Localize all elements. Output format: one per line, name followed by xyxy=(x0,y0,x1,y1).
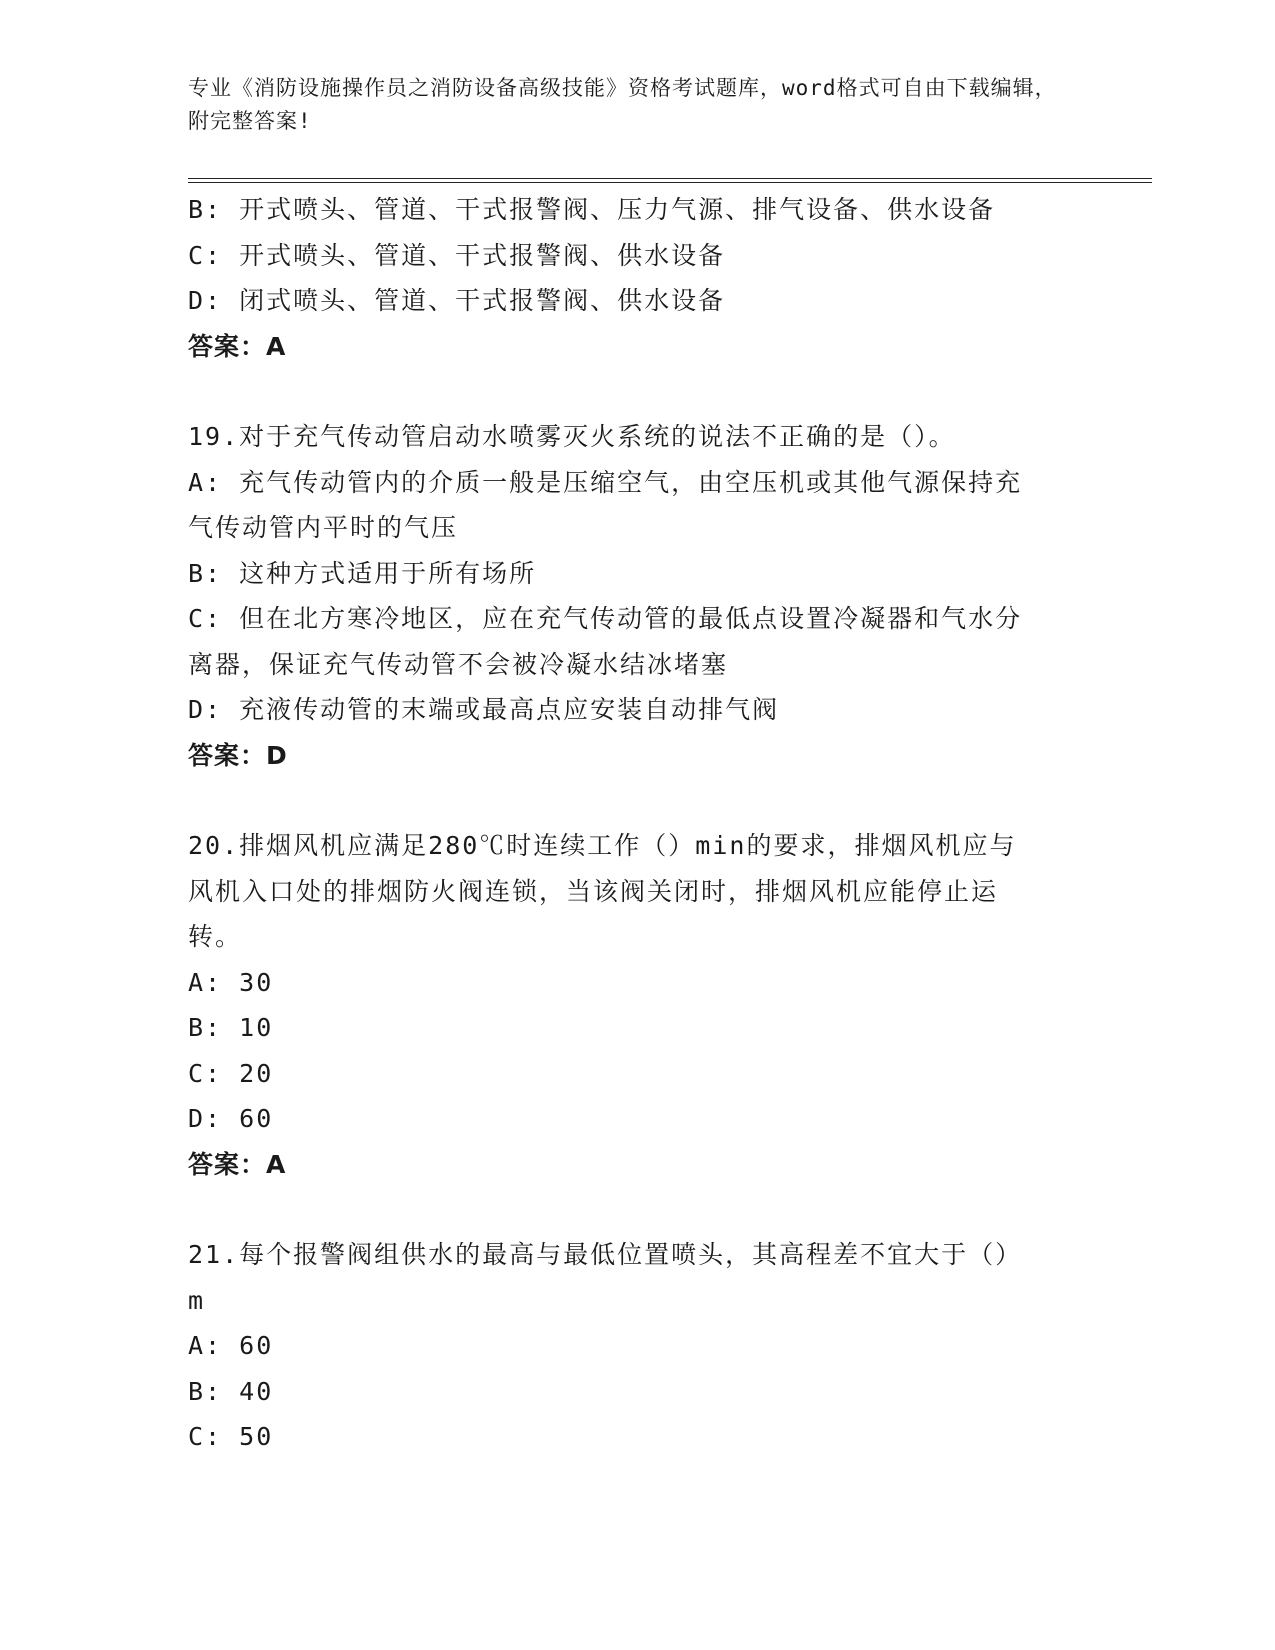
document-header: 专业《消防设施操作员之消防设备高级技能》资格考试题库，word格式可自由下载编辑，附完整答案! xyxy=(188,76,1057,133)
answer-line: 答案：D xyxy=(188,740,288,770)
option-c-cont: 离器，保证充气传动管不会被冷凝水结冰堵塞 xyxy=(188,649,729,679)
answer-line: 答案：A xyxy=(188,1149,287,1179)
option-c: C: 但在北方寒冷地区，应在充气传动管的最低点设置冷凝器和气水分 xyxy=(188,604,1023,633)
spacer xyxy=(188,778,1088,823)
spacer xyxy=(188,369,1088,414)
question-list xyxy=(188,187,1088,1460)
question-stem-cont: 风机入口处的排烟防火阀连锁，当该阀关闭时，排烟风机应能停止运 xyxy=(188,876,999,906)
option-d: D: 60 xyxy=(188,1104,274,1133)
option-b: B: 这种方式适用于所有场所 xyxy=(188,558,537,588)
option-b: B: 10 xyxy=(188,1013,274,1042)
question-stem-cont: 转。 xyxy=(188,922,243,951)
prev-question-block xyxy=(188,187,1088,369)
option-a-cont: 气传动管内平时的气压 xyxy=(188,513,459,542)
question-stem-cont: m xyxy=(188,1285,206,1315)
option-c: C: 开式喷头、管道、干式报警阀、供水设备 xyxy=(188,240,726,270)
question-19 xyxy=(188,414,1088,778)
question-stem: 21.每个报警阀组供水的最高与最低位置喷头，其高程差不宜大于（） xyxy=(188,1240,1023,1269)
option-a: A: 30 xyxy=(188,967,274,997)
answer-line: 答案：A xyxy=(188,331,287,361)
option-b: B: 40 xyxy=(188,1376,274,1406)
question-stem: 19.对于充气传动管启动水喷雾灭火系统的说法不正确的是（）。 xyxy=(188,422,956,451)
question-20 xyxy=(188,823,1088,1187)
option-d: D: 闭式喷头、管道、干式报警阀、供水设备 xyxy=(188,286,726,315)
option-d: D: 充液传动管的末端或最高点应安装自动排气阀 xyxy=(188,695,780,724)
option-b: B: 开式喷头、管道、干式报警阀、压力气源、排气设备、供水设备 xyxy=(188,195,996,224)
question-21 xyxy=(188,1232,1088,1460)
spacer xyxy=(188,1187,1088,1232)
option-a: A: 60 xyxy=(188,1331,274,1360)
option-c: C: 50 xyxy=(188,1422,274,1451)
option-c: C: 20 xyxy=(188,1058,274,1088)
header-divider xyxy=(188,178,1152,183)
question-stem: 20.排烟风机应满足280℃时连续工作（）min的要求，排烟风机应与 xyxy=(188,831,1017,860)
option-a: A: 充气传动管内的介质一般是压缩空气，由空压机或其他气源保持充 xyxy=(188,467,1023,497)
